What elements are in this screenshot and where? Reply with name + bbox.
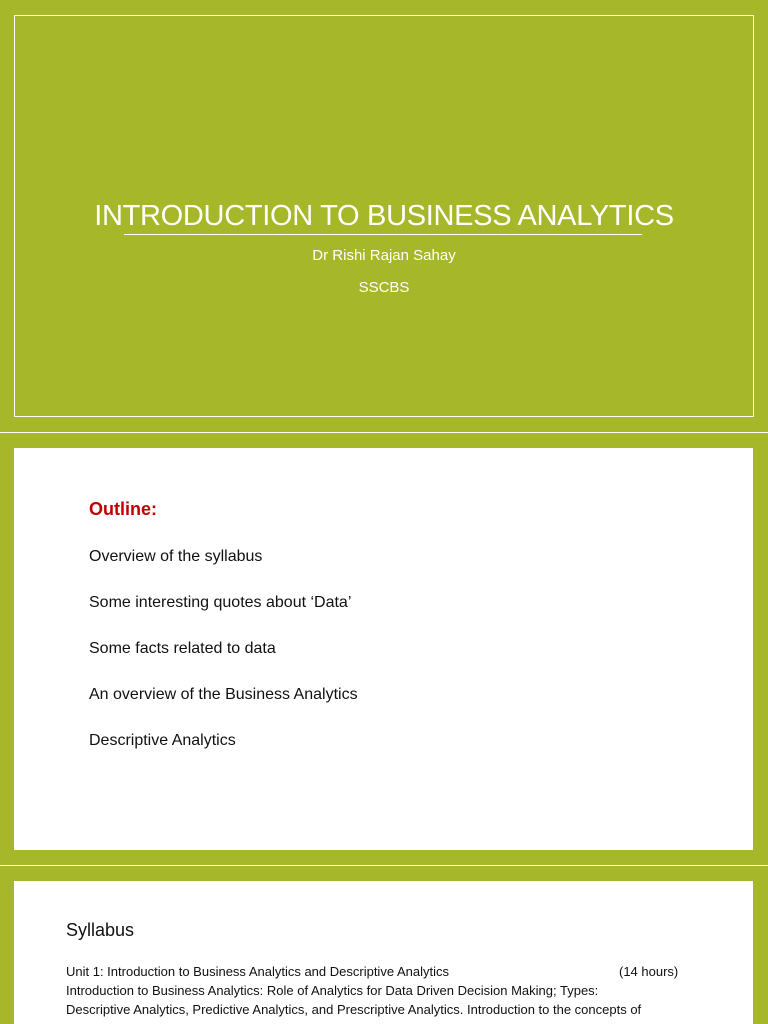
title-slide xyxy=(0,0,768,432)
outline-item: Overview of the syllabus xyxy=(89,548,263,565)
presentation-title: INTRODUCTION TO BUSINESS ANALYTICS xyxy=(94,200,674,232)
syllabus-line: Descriptive Analytics, Predictive Analytics, and Prescriptive Analytics. Introduction to the concepts of xyxy=(66,1002,642,1017)
unit-title: Unit 1: Introduction to Business Analytics and Descriptive Analytics xyxy=(66,964,449,979)
title-underline xyxy=(124,234,642,235)
syllabus-heading: Syllabus xyxy=(66,920,135,940)
syllabus-line: Introduction to Business Analytics: Role of Analytics for Data Driven Decision Making; Types: xyxy=(66,983,599,998)
syllabus-body xyxy=(66,981,726,1019)
outline-item: An overview of the Business Analytics xyxy=(89,686,358,703)
slide-separator xyxy=(0,865,768,866)
unit-hours: (14 hours) xyxy=(619,964,679,979)
outline-heading: Outline: xyxy=(89,499,157,519)
outline-item: Some facts related to data xyxy=(89,640,276,657)
outline-item: Some interesting quotes about ‘Data’ xyxy=(89,594,352,611)
outline-slide xyxy=(14,448,753,850)
author-name: Dr Rishi Rajan Sahay xyxy=(312,247,456,264)
slide-separator xyxy=(0,432,768,433)
outline-item: Descriptive Analytics xyxy=(89,732,236,749)
outline-list xyxy=(89,546,358,776)
syllabus-slide xyxy=(14,881,753,1024)
organization-name: SSCBS xyxy=(358,279,410,296)
